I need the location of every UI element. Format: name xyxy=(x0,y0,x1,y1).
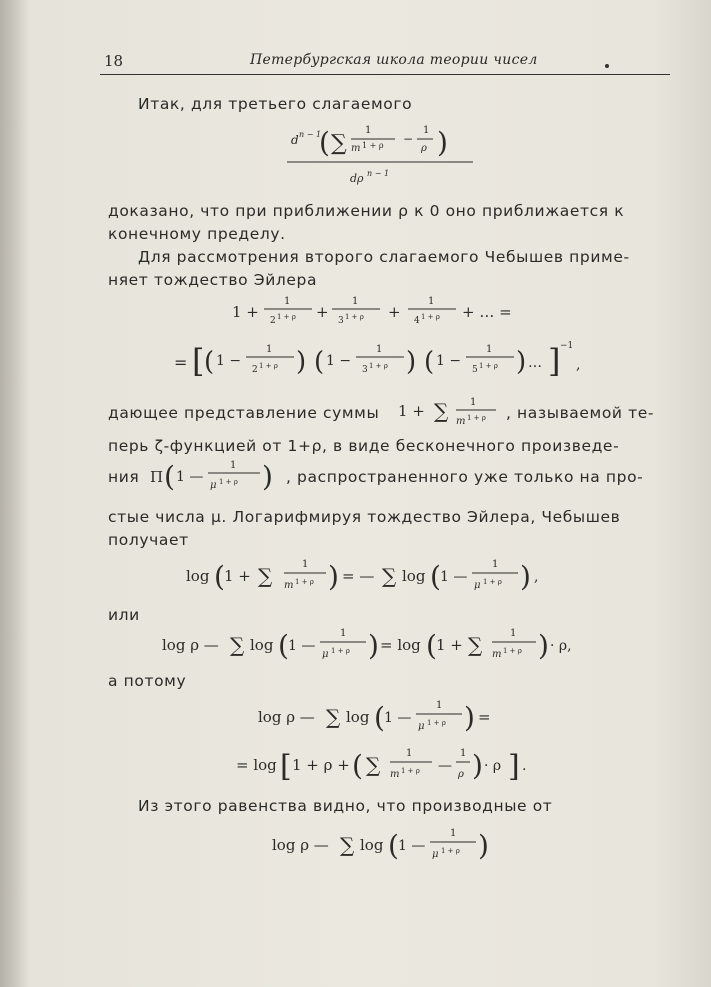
svg-text:3: 3 xyxy=(338,316,344,326)
page-number: 18 xyxy=(104,52,124,70)
svg-text:μ: μ xyxy=(474,580,481,591)
svg-text:1 +: 1 + xyxy=(398,402,425,420)
svg-text:[: [ xyxy=(280,749,292,784)
svg-text:(: ( xyxy=(204,347,215,377)
svg-text:1: 1 xyxy=(376,344,383,355)
svg-text:1: 1 xyxy=(302,559,309,570)
svg-text:1 + ρ: 1 + ρ xyxy=(441,847,460,855)
formula-log-3a xyxy=(256,694,516,746)
svg-text:1 + ρ: 1 + ρ xyxy=(277,313,296,321)
svg-text:∑: ∑ xyxy=(326,705,341,729)
formula-euler-product xyxy=(170,336,590,390)
formula-euler-product-svg xyxy=(170,336,590,386)
svg-text:1 +: 1 + xyxy=(232,303,259,321)
svg-text:+ … =: + … = xyxy=(462,303,512,321)
svg-text:1 + ρ: 1 + ρ xyxy=(362,141,384,150)
svg-text:1 −: 1 − xyxy=(326,353,352,369)
svg-text:(: ( xyxy=(164,460,175,493)
svg-text:m: m xyxy=(492,649,502,660)
svg-text:): ) xyxy=(368,629,379,662)
svg-text:,: , xyxy=(576,357,581,373)
text-line: ния xyxy=(108,468,140,486)
formula-derivative xyxy=(285,120,475,190)
text-line: Итак, для третьего слагаемого xyxy=(138,95,413,113)
svg-text:): ) xyxy=(472,749,483,782)
formula-product xyxy=(148,454,296,504)
svg-text:μ: μ xyxy=(432,849,439,860)
svg-text:ρ: ρ xyxy=(421,143,427,154)
svg-text:(: ( xyxy=(388,829,399,862)
svg-text:m: m xyxy=(456,416,466,427)
svg-text:1 + ρ: 1 + ρ xyxy=(483,578,502,586)
svg-text:= log: = log xyxy=(236,756,277,774)
svg-text:=: = xyxy=(478,708,491,726)
svg-text:): ) xyxy=(437,126,448,159)
svg-text:· ρ: · ρ xyxy=(484,758,502,774)
svg-text:1: 1 xyxy=(436,700,443,711)
svg-text:1 —: 1 — xyxy=(176,469,204,485)
svg-text:∑: ∑ xyxy=(230,633,245,657)
svg-text:1 + ρ: 1 + ρ xyxy=(369,362,388,370)
svg-text:1: 1 xyxy=(510,628,517,639)
svg-text:): ) xyxy=(520,560,531,593)
svg-text:1 +: 1 + xyxy=(224,567,251,585)
svg-text:…: … xyxy=(528,355,542,371)
text-line: доказано, что при приближении ρ к 0 оно приближается к xyxy=(108,202,625,220)
svg-text:= log: = log xyxy=(380,636,421,654)
svg-text:1: 1 xyxy=(428,296,435,307)
formula-zeta-sum-svg xyxy=(396,394,504,434)
svg-text:(: ( xyxy=(430,560,441,593)
svg-text:): ) xyxy=(464,701,475,734)
svg-text:): ) xyxy=(328,560,339,593)
svg-text:m: m xyxy=(390,769,400,780)
svg-text:1 —: 1 — xyxy=(384,710,412,726)
svg-text:dρ: dρ xyxy=(350,172,364,185)
text-line: конечному пределу. xyxy=(108,225,286,243)
svg-text:1: 1 xyxy=(406,748,413,759)
svg-text:log: log xyxy=(360,836,384,854)
svg-text:· ρ,: · ρ, xyxy=(550,638,572,654)
formula-log-4 xyxy=(270,822,520,874)
svg-text:,: , xyxy=(534,569,539,585)
svg-text:Π: Π xyxy=(150,468,164,486)
formula-log-2 xyxy=(160,622,620,676)
formula-log-3a-svg xyxy=(256,694,516,742)
svg-text:n − 1: n − 1 xyxy=(367,169,390,178)
svg-text:(: ( xyxy=(424,347,435,377)
text-line: няет тождество Эйлера xyxy=(108,271,318,289)
svg-text:): ) xyxy=(296,347,307,377)
svg-text:log ρ —: log ρ — xyxy=(272,836,329,854)
svg-text:1 + ρ: 1 + ρ xyxy=(479,362,498,370)
svg-text:[: [ xyxy=(192,342,205,380)
svg-text:∑: ∑ xyxy=(468,633,483,657)
svg-text:1 −: 1 − xyxy=(436,353,462,369)
svg-text:1: 1 xyxy=(423,125,430,136)
svg-text:1: 1 xyxy=(284,296,291,307)
svg-text:1 + ρ: 1 + ρ xyxy=(219,478,238,486)
svg-text:1 + ρ: 1 + ρ xyxy=(295,578,314,586)
svg-text:1: 1 xyxy=(470,397,477,408)
svg-text:μ: μ xyxy=(210,480,217,491)
svg-text:1: 1 xyxy=(365,125,372,136)
formula-product-svg xyxy=(148,454,296,500)
text-line: Из этого равенства видно, что производные от xyxy=(138,797,553,815)
svg-text:(: ( xyxy=(214,560,225,593)
svg-text:μ: μ xyxy=(418,721,425,732)
svg-text:1 + ρ: 1 + ρ xyxy=(345,313,364,321)
svg-text:1: 1 xyxy=(352,296,359,307)
svg-text:1: 1 xyxy=(486,344,493,355)
svg-text:μ: μ xyxy=(322,649,329,660)
formula-derivative-svg xyxy=(285,120,475,192)
text-line: , распространенного уже только на про- xyxy=(286,468,644,486)
svg-text:∑: ∑ xyxy=(258,564,273,588)
text-line: стые числа μ. Логарифмируя тождество Эйлера, Чебышев xyxy=(108,508,621,526)
text-line: или xyxy=(108,606,140,624)
svg-text:log ρ —: log ρ — xyxy=(162,636,219,654)
formula-log-3b xyxy=(234,742,554,796)
svg-text:∑: ∑ xyxy=(340,833,355,857)
svg-text:3: 3 xyxy=(362,365,368,375)
svg-text:.: . xyxy=(522,758,527,774)
svg-text:1: 1 xyxy=(340,628,347,639)
svg-text:+: + xyxy=(388,303,401,321)
svg-text:∑: ∑ xyxy=(382,564,397,588)
svg-text:1 +: 1 + xyxy=(436,636,463,654)
svg-text:=: = xyxy=(174,353,188,372)
svg-text:1: 1 xyxy=(230,460,237,471)
svg-text:log: log xyxy=(186,567,210,585)
formula-log-3b-svg xyxy=(234,742,554,792)
svg-text:(: ( xyxy=(319,126,330,159)
svg-text:): ) xyxy=(262,460,273,493)
svg-text:1 + ρ: 1 + ρ xyxy=(503,647,522,655)
svg-text:1 + ρ +: 1 + ρ + xyxy=(292,756,350,774)
svg-text:1 —: 1 — xyxy=(288,638,316,654)
svg-text:): ) xyxy=(406,347,417,377)
svg-text:∑: ∑ xyxy=(434,399,449,423)
svg-text:(: ( xyxy=(314,347,325,377)
svg-text:n − 1: n − 1 xyxy=(299,130,322,139)
print-dot xyxy=(605,64,609,68)
svg-text:): ) xyxy=(478,829,489,862)
formula-euler-sum-svg xyxy=(220,290,540,334)
svg-text:1 —: 1 — xyxy=(440,569,468,585)
formula-zeta-sum xyxy=(396,394,504,438)
svg-text:2: 2 xyxy=(252,365,258,375)
svg-text:4: 4 xyxy=(414,316,420,326)
svg-text:ρ: ρ xyxy=(458,769,464,780)
formula-log-1-svg xyxy=(184,553,604,603)
page-header xyxy=(100,48,670,75)
svg-text:1: 1 xyxy=(266,344,273,355)
svg-text:(: ( xyxy=(352,749,363,782)
svg-text:∑: ∑ xyxy=(366,753,381,777)
formula-log-2-svg xyxy=(160,622,620,672)
svg-text:(: ( xyxy=(426,629,437,662)
text-line: , называемой те- xyxy=(506,404,655,422)
svg-text:∑: ∑ xyxy=(331,131,347,156)
svg-text:+: + xyxy=(316,303,329,321)
svg-text:log: log xyxy=(346,708,370,726)
svg-text:1 —: 1 — xyxy=(398,838,426,854)
svg-text:= —: = — xyxy=(342,567,375,585)
svg-text:—: — xyxy=(438,758,452,774)
svg-text:log: log xyxy=(250,636,274,654)
text-line: Для рассмотрения второго слагаемого Чебышев приме- xyxy=(138,248,630,266)
formula-log-1 xyxy=(184,553,604,607)
svg-text:log ρ —: log ρ — xyxy=(258,708,315,726)
svg-text:1 + ρ: 1 + ρ xyxy=(421,313,440,321)
svg-text:1 + ρ: 1 + ρ xyxy=(467,414,486,422)
text-line: получает xyxy=(108,531,189,549)
page-edge-shadow xyxy=(0,0,30,987)
svg-text:1: 1 xyxy=(450,828,457,839)
svg-text:m: m xyxy=(284,580,294,591)
running-title: Петербургская школа теории чисел xyxy=(250,52,538,68)
svg-text:]: ] xyxy=(508,749,520,784)
svg-text:]: ] xyxy=(548,342,561,380)
text-line: перь ζ-функцией от 1+ρ, в виде бесконечного произведе- xyxy=(108,437,620,455)
svg-text:m: m xyxy=(351,143,361,154)
formula-log-4-svg xyxy=(270,822,520,870)
svg-text:d: d xyxy=(291,133,299,147)
svg-text:1: 1 xyxy=(460,748,467,759)
svg-text:1 + ρ: 1 + ρ xyxy=(259,362,278,370)
svg-text:−1: −1 xyxy=(560,341,574,351)
svg-text:2: 2 xyxy=(270,316,276,326)
svg-text:(: ( xyxy=(374,701,385,734)
svg-text:1 + ρ: 1 + ρ xyxy=(427,719,446,727)
svg-text:−: − xyxy=(403,132,414,146)
svg-text:1 −: 1 − xyxy=(216,353,242,369)
svg-text:1 + ρ: 1 + ρ xyxy=(401,767,420,775)
formula-euler-sum xyxy=(220,290,540,338)
svg-text:log: log xyxy=(402,567,426,585)
svg-text:): ) xyxy=(516,347,527,377)
svg-text:): ) xyxy=(538,629,549,662)
text-line: дающее представление суммы xyxy=(108,404,380,422)
svg-text:1: 1 xyxy=(492,559,499,570)
svg-text:1 + ρ: 1 + ρ xyxy=(331,647,350,655)
svg-text:(: ( xyxy=(278,629,289,662)
svg-text:5: 5 xyxy=(472,365,478,375)
text-line: а потому xyxy=(108,672,187,690)
